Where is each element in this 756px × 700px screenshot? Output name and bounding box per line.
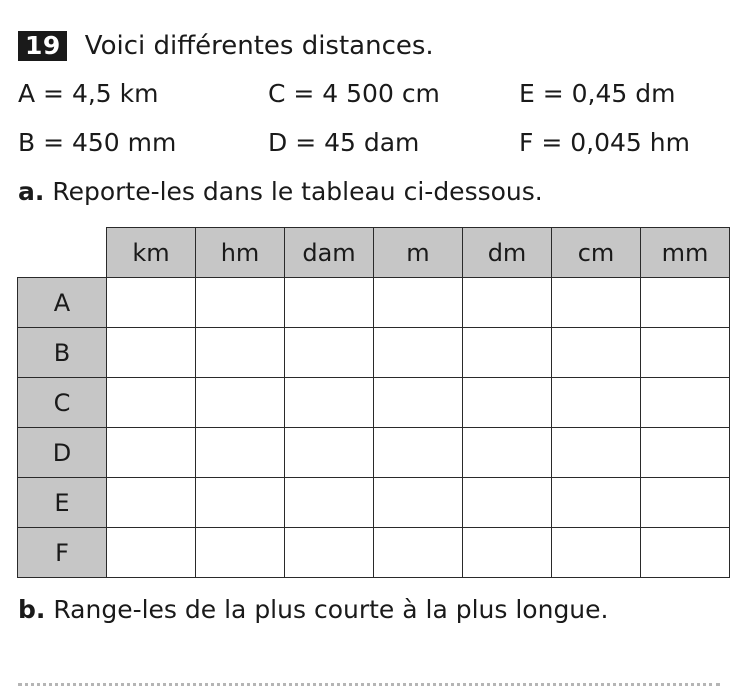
table-row — [18, 378, 730, 428]
table-cell[interactable] — [196, 478, 285, 528]
row-label-d: D — [18, 428, 107, 478]
question-a — [18, 177, 543, 206]
table-cell[interactable] — [374, 378, 463, 428]
table-cell[interactable] — [374, 278, 463, 328]
table-cell[interactable] — [552, 328, 641, 378]
table-cell[interactable] — [285, 478, 374, 528]
table-cell[interactable] — [285, 528, 374, 578]
table-cell[interactable] — [374, 478, 463, 528]
distance-e: E = 0,45 dm — [519, 79, 676, 108]
table-cell[interactable] — [285, 278, 374, 328]
table-cell[interactable] — [107, 428, 196, 478]
row-label-a: A — [18, 278, 107, 328]
table-cell[interactable] — [196, 278, 285, 328]
table-cell[interactable] — [285, 378, 374, 428]
unit-header-dm: dm — [463, 228, 552, 278]
distance-d: D = 45 dam — [268, 128, 420, 157]
distance-c: C = 4 500 cm — [268, 79, 440, 108]
table-cell[interactable] — [107, 378, 196, 428]
row-label-b: B — [18, 328, 107, 378]
table-cell[interactable] — [552, 378, 641, 428]
distance-a: A = 4,5 km — [18, 79, 159, 108]
table-cell[interactable] — [285, 328, 374, 378]
table-row — [18, 278, 730, 328]
distance-b: B = 450 mm — [18, 128, 177, 157]
table-row — [18, 528, 730, 578]
table-cell[interactable] — [552, 278, 641, 328]
table-cell[interactable] — [107, 278, 196, 328]
conversion-table — [17, 227, 730, 578]
question-b — [18, 595, 608, 624]
unit-header-km: km — [107, 228, 196, 278]
exercise-header — [18, 28, 434, 64]
unit-header-m: m — [374, 228, 463, 278]
table-row — [18, 478, 730, 528]
table-row — [18, 328, 730, 378]
unit-header-mm: mm — [641, 228, 730, 278]
table-cell[interactable] — [463, 378, 552, 428]
table-cell[interactable] — [552, 528, 641, 578]
table-cell[interactable] — [196, 528, 285, 578]
table-cell[interactable] — [285, 428, 374, 478]
table-cell[interactable] — [552, 478, 641, 528]
question-b-letter: b. — [18, 595, 46, 624]
distance-f: F = 0,045 hm — [519, 128, 690, 157]
row-label-c: C — [18, 378, 107, 428]
table-cell[interactable] — [463, 278, 552, 328]
table-cell[interactable] — [463, 478, 552, 528]
exercise-title: Voici différentes distances. — [84, 31, 434, 61]
table-cell[interactable] — [196, 378, 285, 428]
table-cell[interactable] — [374, 428, 463, 478]
question-a-text: Reporte-les dans le tableau ci-dessous. — [44, 177, 543, 206]
unit-header-hm: hm — [196, 228, 285, 278]
table-cell[interactable] — [641, 428, 730, 478]
table-cell[interactable] — [641, 328, 730, 378]
table-cell[interactable] — [196, 328, 285, 378]
table-cell[interactable] — [552, 428, 641, 478]
table-cell[interactable] — [641, 278, 730, 328]
table-cell[interactable] — [463, 528, 552, 578]
table-cell[interactable] — [107, 328, 196, 378]
answer-dotted-line[interactable] — [18, 683, 720, 686]
table-cell[interactable] — [463, 328, 552, 378]
table-cell[interactable] — [107, 478, 196, 528]
table-cell[interactable] — [641, 478, 730, 528]
row-label-f: F — [18, 528, 107, 578]
question-a-letter: a. — [18, 177, 45, 206]
table-cell[interactable] — [196, 428, 285, 478]
row-label-e: E — [18, 478, 107, 528]
table-cell[interactable] — [641, 378, 730, 428]
table-cell[interactable] — [463, 428, 552, 478]
table-cell[interactable] — [374, 528, 463, 578]
table-row — [18, 428, 730, 478]
table-corner — [18, 228, 107, 278]
unit-header-dam: dam — [285, 228, 374, 278]
table-cell[interactable] — [107, 528, 196, 578]
table-cell[interactable] — [374, 328, 463, 378]
table-header-row — [18, 228, 730, 278]
table-cell[interactable] — [641, 528, 730, 578]
question-b-text: Range-les de la plus courte à la plus longue. — [45, 595, 609, 624]
unit-header-cm: cm — [552, 228, 641, 278]
exercise-number-badge: 19 — [18, 31, 67, 61]
